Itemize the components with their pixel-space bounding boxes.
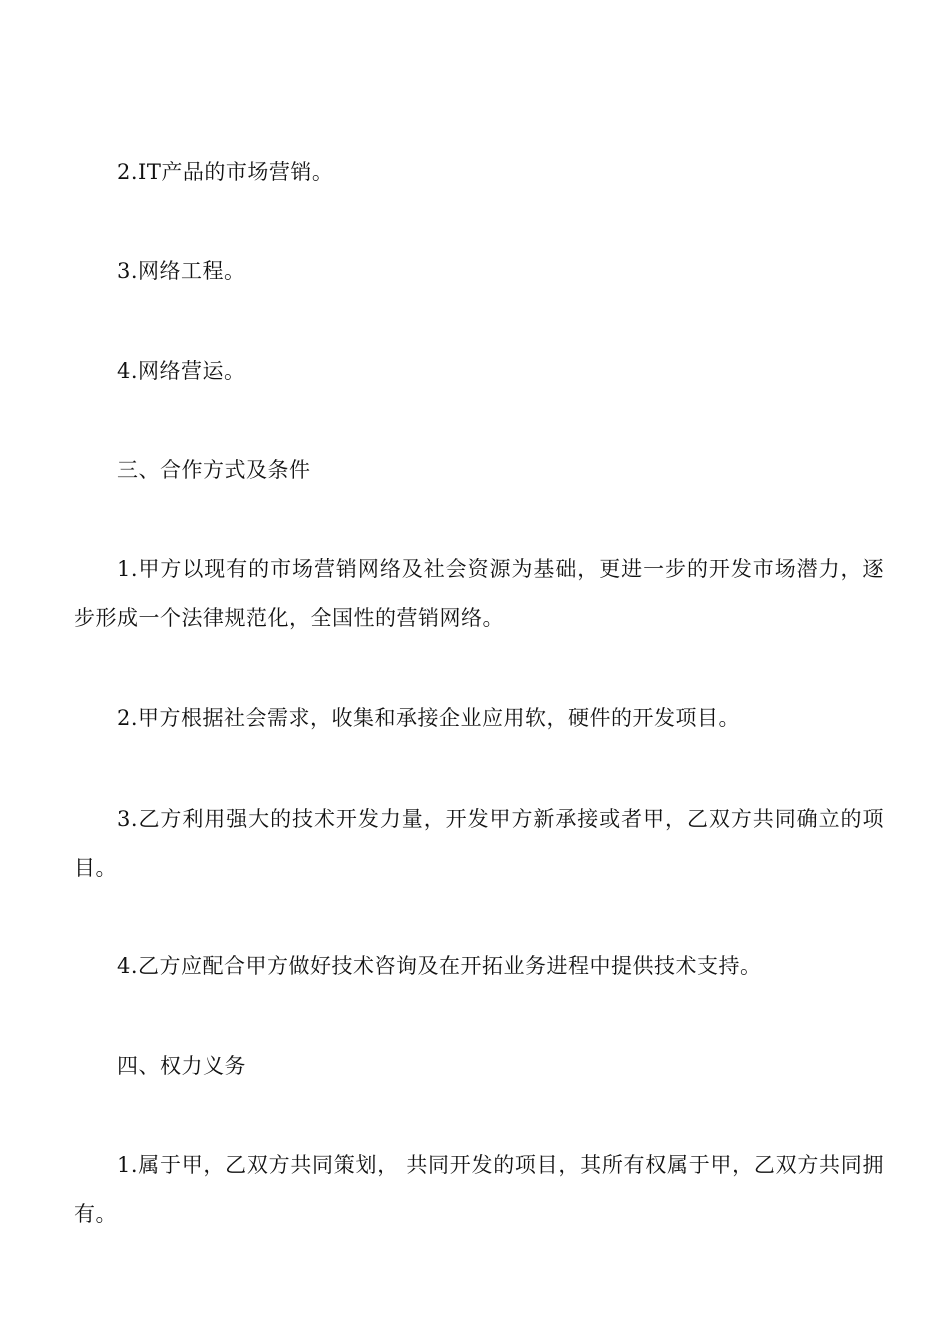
- list-item-network-engineering: 3.网络工程。: [117, 259, 246, 283]
- section-heading-rights-obligations: 四、权力义务: [117, 1054, 246, 1078]
- section-heading-cooperation: 三、合作方式及条件: [117, 458, 311, 482]
- cooperation-clause-4: 4.乙方应配合甲方做好技术咨询及在开拓业务进程中提供技术支持。: [117, 954, 762, 978]
- cooperation-clause-3: 3.乙方利用强大的技术开发力量，开发甲方新承接或者甲，乙双方共同确立的项目。: [74, 807, 884, 880]
- rights-clause-1: 1.属于甲，乙双方共同策划， 共同开发的项目，其所有权属于甲，乙双方共同拥有。: [74, 1153, 884, 1226]
- cooperation-clause-1: 1.甲方以现有的市场营销网络及社会资源为基础，更进一步的开发市场潜力，逐步形成一个法律规范化，全国性的营销网络。: [74, 557, 884, 630]
- list-item-it-marketing: 2.IT产品的市场营销。: [117, 160, 334, 184]
- list-item-network-operation: 4.网络营运。: [117, 359, 246, 383]
- cooperation-clause-2: 2.甲方根据社会需求，收集和承接企业应用软，硬件的开发项目。: [117, 706, 741, 730]
